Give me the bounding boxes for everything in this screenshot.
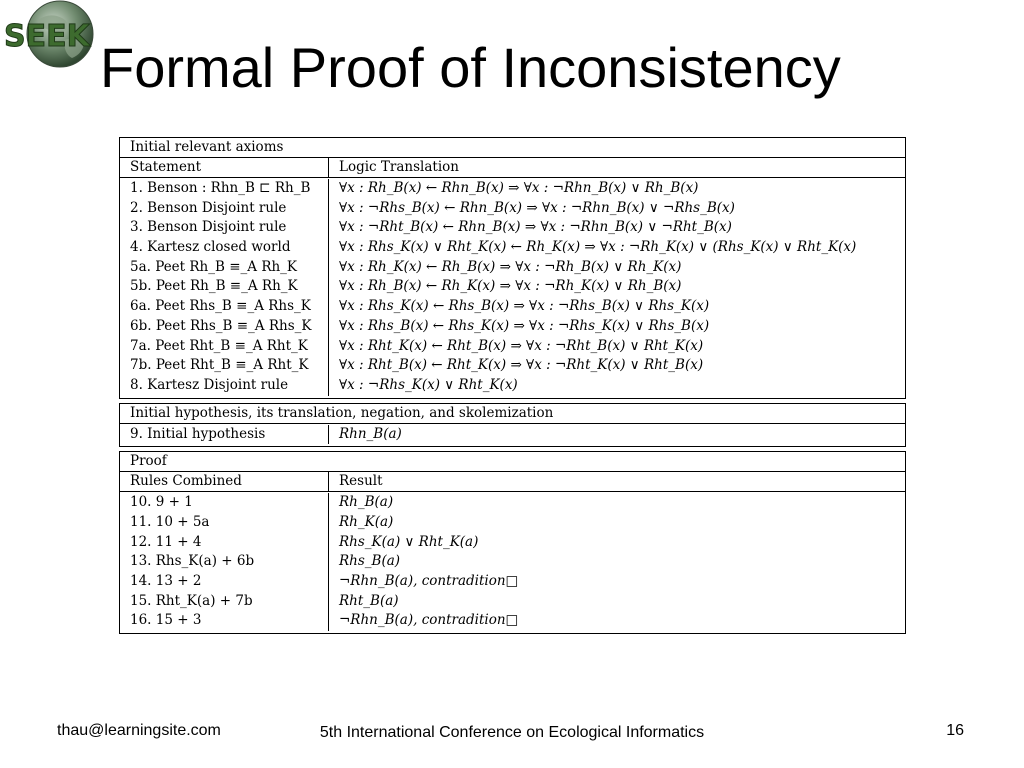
translation-cell: ¬Rhn_B(a), contradition□ bbox=[339, 573, 519, 589]
proof-section bbox=[119, 451, 906, 634]
table-row bbox=[120, 493, 905, 513]
statement-cell: 14. 13 + 2 bbox=[120, 572, 329, 592]
axioms-rows bbox=[120, 178, 905, 398]
table-row bbox=[120, 513, 905, 533]
table-row bbox=[120, 611, 905, 631]
axioms-column-header bbox=[120, 158, 905, 178]
axioms-section bbox=[119, 137, 906, 399]
hypothesis-rows bbox=[120, 424, 905, 447]
translation-cell: ∀x : Rht_K(x) ← Rht_B(x) ⇒ ∀x : ¬Rht_B(x) ∨ Rht_K(x) bbox=[339, 337, 704, 354]
statement-cell: 2. Benson Disjoint rule bbox=[120, 199, 329, 219]
statement-cell: 1. Benson : Rhn_B ⊏ Rh_B bbox=[120, 179, 329, 199]
proof-rows bbox=[120, 492, 905, 633]
result-column-header: Result bbox=[339, 473, 383, 490]
translation-cell: ∀x : Rhs_K(x) ∨ Rht_K(x) ← Rh_K(x) ⇒ ∀x : ¬Rh_K(x) ∨ (Rhs_K(x) ∨ Rht_K(x) bbox=[339, 239, 857, 256]
statement-cell: 13. Rhs_K(a) + 6b bbox=[120, 552, 329, 572]
table-row bbox=[120, 199, 905, 219]
translation-cell: Rhs_B(a) bbox=[339, 553, 401, 570]
footer-page-number: 16 bbox=[946, 722, 964, 739]
translation-cell: ∀x : Rh_B(x) ← Rh_K(x) ⇒ ∀x : ¬Rh_K(x) ∨ Rh_B(x) bbox=[339, 278, 682, 295]
table-row bbox=[120, 376, 905, 396]
table-row bbox=[120, 552, 905, 572]
translation-cell: Rh_K(a) bbox=[339, 513, 394, 530]
statement-cell: 16. 15 + 3 bbox=[120, 611, 329, 631]
statement-cell: 4. Kartesz closed world bbox=[120, 238, 329, 258]
statement-column-header: Statement bbox=[120, 158, 329, 177]
statement-cell: 15. Rht_K(a) + 7b bbox=[120, 592, 329, 612]
translation-cell: Rh_B(a) bbox=[339, 494, 394, 511]
table-row bbox=[120, 425, 905, 445]
table-row bbox=[120, 297, 905, 317]
proof-heading: Proof bbox=[120, 452, 905, 472]
translation-cell: ∀x : ¬Rhs_K(x) ∨ Rht_K(x) bbox=[339, 376, 518, 393]
translation-cell: Rhs_K(a) ∨ Rht_K(a) bbox=[339, 533, 479, 550]
table-row bbox=[120, 592, 905, 612]
table-row bbox=[120, 258, 905, 278]
statement-cell: 5a. Peet Rh_B ≡_A Rh_K bbox=[120, 258, 329, 278]
axioms-heading: Initial relevant axioms bbox=[120, 138, 905, 158]
table-row bbox=[120, 277, 905, 297]
translation-cell: ∀x : Rhs_B(x) ← Rhs_K(x) ⇒ ∀x : ¬Rhs_K(x) ∨ Rhs_B(x) bbox=[339, 317, 710, 334]
statement-cell: 12. 11 + 4 bbox=[120, 533, 329, 553]
translation-cell: ∀x : Rh_K(x) ← Rh_B(x) ⇒ ∀x : ¬Rh_B(x) ∨ Rh_K(x) bbox=[339, 258, 682, 275]
table-row bbox=[120, 572, 905, 592]
statement-cell: 6b. Peet Rhs_B ≡_A Rhs_K bbox=[120, 317, 329, 337]
table-row bbox=[120, 179, 905, 199]
translation-cell: ∀x : ¬Rht_B(x) ← Rhn_B(x) ⇒ ∀x : ¬Rhn_B(x) ∨ ¬Rht_B(x) bbox=[339, 219, 732, 236]
footer-email: thau@learningsite.com bbox=[57, 722, 221, 739]
translation-cell: ∀x : Rh_B(x) ← Rhn_B(x) ⇒ ∀x : ¬Rhn_B(x) ∨ Rh_B(x) bbox=[339, 180, 699, 196]
statement-cell: 7b. Peet Rht_B ≡_A Rht_K bbox=[120, 356, 329, 376]
translation-cell: ∀x : ¬Rhs_B(x) ← Rhn_B(x) ⇒ ∀x : ¬Rhn_B(x) ∨ ¬Rhs_B(x) bbox=[339, 199, 735, 216]
statement-cell: 3. Benson Disjoint rule bbox=[120, 218, 329, 238]
table-row bbox=[120, 533, 905, 553]
translation-cell: Rhn_B(a) bbox=[339, 425, 402, 442]
rules-combined-column-header: Rules Combined bbox=[120, 472, 329, 491]
hypothesis-heading: Initial hypothesis, its translation, negation, and skolemization bbox=[120, 404, 905, 424]
translation-cell: Rht_B(a) bbox=[339, 592, 399, 609]
table-row bbox=[120, 317, 905, 337]
table-row bbox=[120, 238, 905, 258]
footer-conference: 5th International Conference on Ecological Informatics bbox=[319, 724, 705, 741]
statement-cell: 8. Kartesz Disjoint rule bbox=[120, 376, 329, 396]
statement-cell: 11. 10 + 5a bbox=[120, 513, 329, 533]
table-row bbox=[120, 356, 905, 376]
proof-table bbox=[119, 137, 906, 638]
statement-cell: 6a. Peet Rhs_B ≡_A Rhs_K bbox=[120, 297, 329, 317]
statement-cell: 10. 9 + 1 bbox=[120, 493, 329, 513]
statement-cell: 9. Initial hypothesis bbox=[120, 425, 329, 445]
svg-text:SEEK: SEEK bbox=[4, 19, 90, 54]
hypothesis-section bbox=[119, 403, 906, 448]
slide-title: Formal Proof of Inconsistency bbox=[100, 36, 841, 99]
translation-cell: ∀x : Rhs_K(x) ← Rhs_B(x) ⇒ ∀x : ¬Rhs_B(x) ∨ Rhs_K(x) bbox=[339, 298, 710, 315]
table-row bbox=[120, 337, 905, 357]
statement-cell: 7a. Peet Rht_B ≡_A Rht_K bbox=[120, 337, 329, 357]
proof-column-header bbox=[120, 472, 905, 492]
logic-translation-column-header: Logic Translation bbox=[339, 159, 459, 175]
translation-cell: ¬Rhn_B(a), contradition□ bbox=[339, 612, 519, 629]
translation-cell: ∀x : Rht_B(x) ← Rht_K(x) ⇒ ∀x : ¬Rht_K(x) ∨ Rht_B(x) bbox=[339, 357, 704, 374]
statement-cell: 5b. Peet Rh_B ≡_A Rh_K bbox=[120, 277, 329, 297]
table-row bbox=[120, 218, 905, 238]
